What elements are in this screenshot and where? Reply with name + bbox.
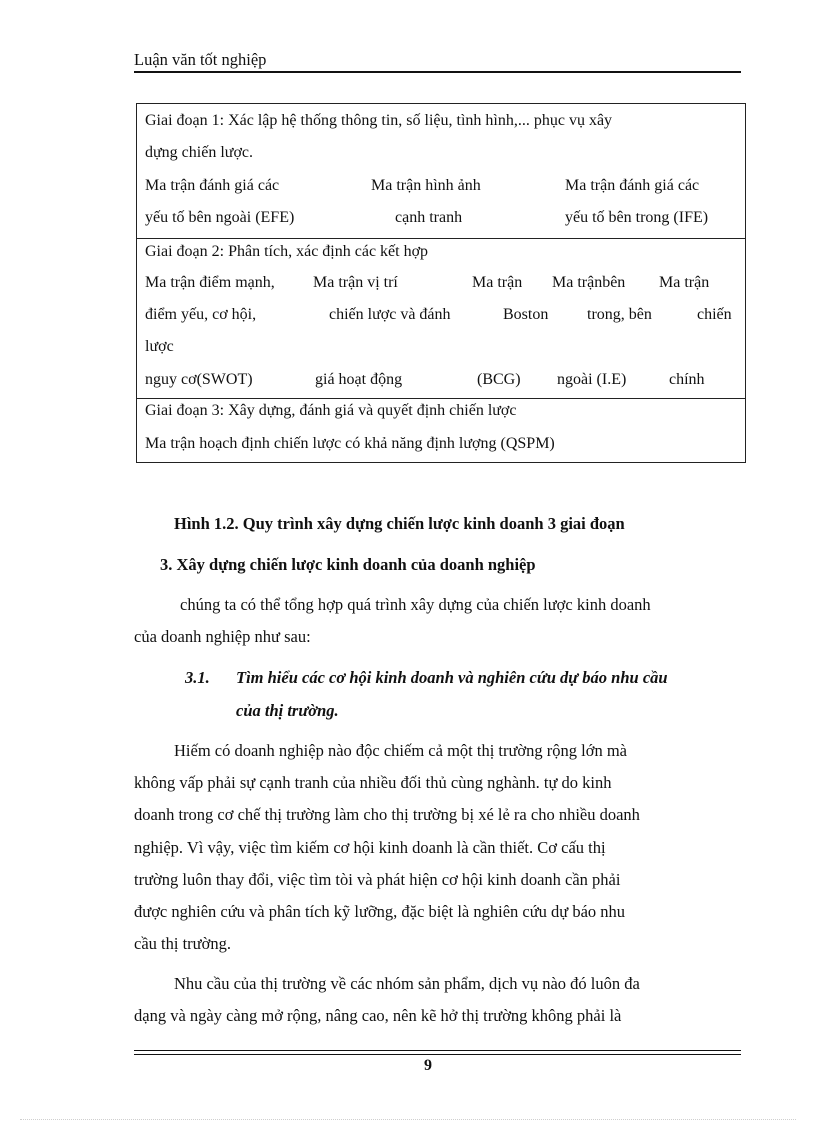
phase2-r3-c1: lược: [145, 338, 174, 355]
phase2-r2-c3: Boston: [503, 306, 549, 323]
subsection-title-line2: của thị trường.: [236, 701, 339, 720]
table-row-divider-1: [137, 238, 745, 239]
page-edge-dotted-line: [20, 1119, 796, 1120]
matrix-cpm-line1: Ma trận hình ảnh: [371, 177, 481, 194]
phase2-r1-c4: Ma trậnbên: [552, 274, 626, 291]
phase2-r1-c1: Ma trận điểm mạnh,: [145, 274, 275, 291]
para1-line-1: Hiếm có doanh nghiệp nào độc chiếm cả một thị trường rộng lớn mà: [174, 741, 627, 760]
footer-divider-bottom: [134, 1054, 741, 1055]
phase2-r4-c2: giá hoạt động: [315, 371, 403, 388]
intro-line-2: của doanh nghiệp như sau:: [134, 627, 311, 646]
phase2-r2-c5: chiến: [697, 306, 732, 323]
figure-caption: Hình 1.2. Quy trình xây dựng chiến lược kinh doanh 3 giai đoạn: [174, 514, 625, 533]
phase2-r1-c5: Ma trận: [659, 274, 710, 291]
phase1-title: Giai đoạn 1: Xác lập hệ thống thông tin, số liệu, tình hình,... phục vụ xây: [145, 112, 613, 129]
subsection-number: 3.1.: [185, 668, 210, 687]
matrix-cpm-line2: cạnh tranh: [395, 209, 463, 226]
phase2-r4-c5: chính: [669, 371, 705, 388]
footer-divider-top: [134, 1050, 741, 1051]
matrix-ife-line2: yếu tố bên trong (IFE): [565, 209, 709, 226]
phase1-title-cont: dựng chiến lược.: [145, 144, 253, 161]
para1-line-7: cầu thị trường.: [134, 934, 231, 953]
table-row-divider-2: [137, 398, 745, 399]
phase2-r4-c4: ngoài (I.E): [557, 371, 627, 388]
para1-line-6: được nghiên cứu và phân tích kỹ lưỡng, đặc biệt là nghiên cứu dự báo nhu: [134, 902, 626, 921]
header-divider: [134, 71, 741, 73]
phase2-r4-c3: (BCG): [477, 371, 521, 388]
subsection-title-line1: Tìm hiểu các cơ hội kinh doanh và nghiên cứu dự báo nhu cầu: [236, 668, 668, 687]
phase2-r2-c4: trong, bên: [587, 306, 652, 323]
matrix-ife-line1: Ma trận đánh giá các: [565, 177, 700, 194]
matrix-efe-line2: yếu tố bên ngoài (EFE): [145, 209, 295, 226]
para2-line-2: dạng và ngày càng mở rộng, nâng cao, nên kẽ hở thị trường không phải là: [134, 1006, 622, 1025]
phase2-r1-c3: Ma trận: [472, 274, 523, 291]
para2-line-1: Nhu cầu của thị trường về các nhóm sản phẩm, dịch vụ nào đó luôn đa: [174, 974, 640, 993]
page-number: 9: [424, 1057, 432, 1074]
phase3-qspm: Ma trận hoạch định chiến lược có khả năng định lượng (QSPM): [145, 435, 555, 452]
para1-line-2: không vấp phải sự cạnh tranh của nhiều đối thủ cùng nghành. tự do kinh: [134, 773, 612, 792]
phase2-r1-c2: Ma trận vị trí: [313, 274, 398, 291]
matrix-efe-line1: Ma trận đánh giá các: [145, 177, 280, 194]
para1-line-3: doanh trong cơ chế thị trường làm cho thị trường bị xé lẻ ra cho nhiều doanh: [134, 805, 640, 824]
para1-line-5: trường luôn thay đổi, việc tìm tòi và phát hiện cơ hội kinh doanh cần phải: [134, 870, 621, 889]
phase3-title: Giai đoạn 3: Xây dựng, đánh giá và quyết định chiến lược: [145, 402, 517, 419]
section-3-heading: 3. Xây dựng chiến lược kinh doanh của doanh nghiệp: [160, 555, 536, 574]
strategy-phase-table: [136, 103, 746, 463]
phase2-title: Giai đoạn 2: Phân tích, xác định các kết hợp: [145, 243, 429, 260]
phase2-r2-c2: chiến lược và đánh: [329, 306, 451, 323]
phase2-r4-c1: nguy cơ(SWOT): [145, 371, 253, 388]
intro-line-1: chúng ta có thể tổng hợp quá trình xây dựng của chiến lược kinh doanh: [180, 595, 651, 614]
page-header-title: Luận văn tốt nghiệp: [134, 50, 267, 69]
phase2-r2-c1: điểm yếu, cơ hội,: [145, 306, 257, 323]
para1-line-4: nghiệp. Vì vậy, việc tìm kiếm cơ hội kinh doanh là cần thiết. Cơ cấu thị: [134, 838, 606, 857]
